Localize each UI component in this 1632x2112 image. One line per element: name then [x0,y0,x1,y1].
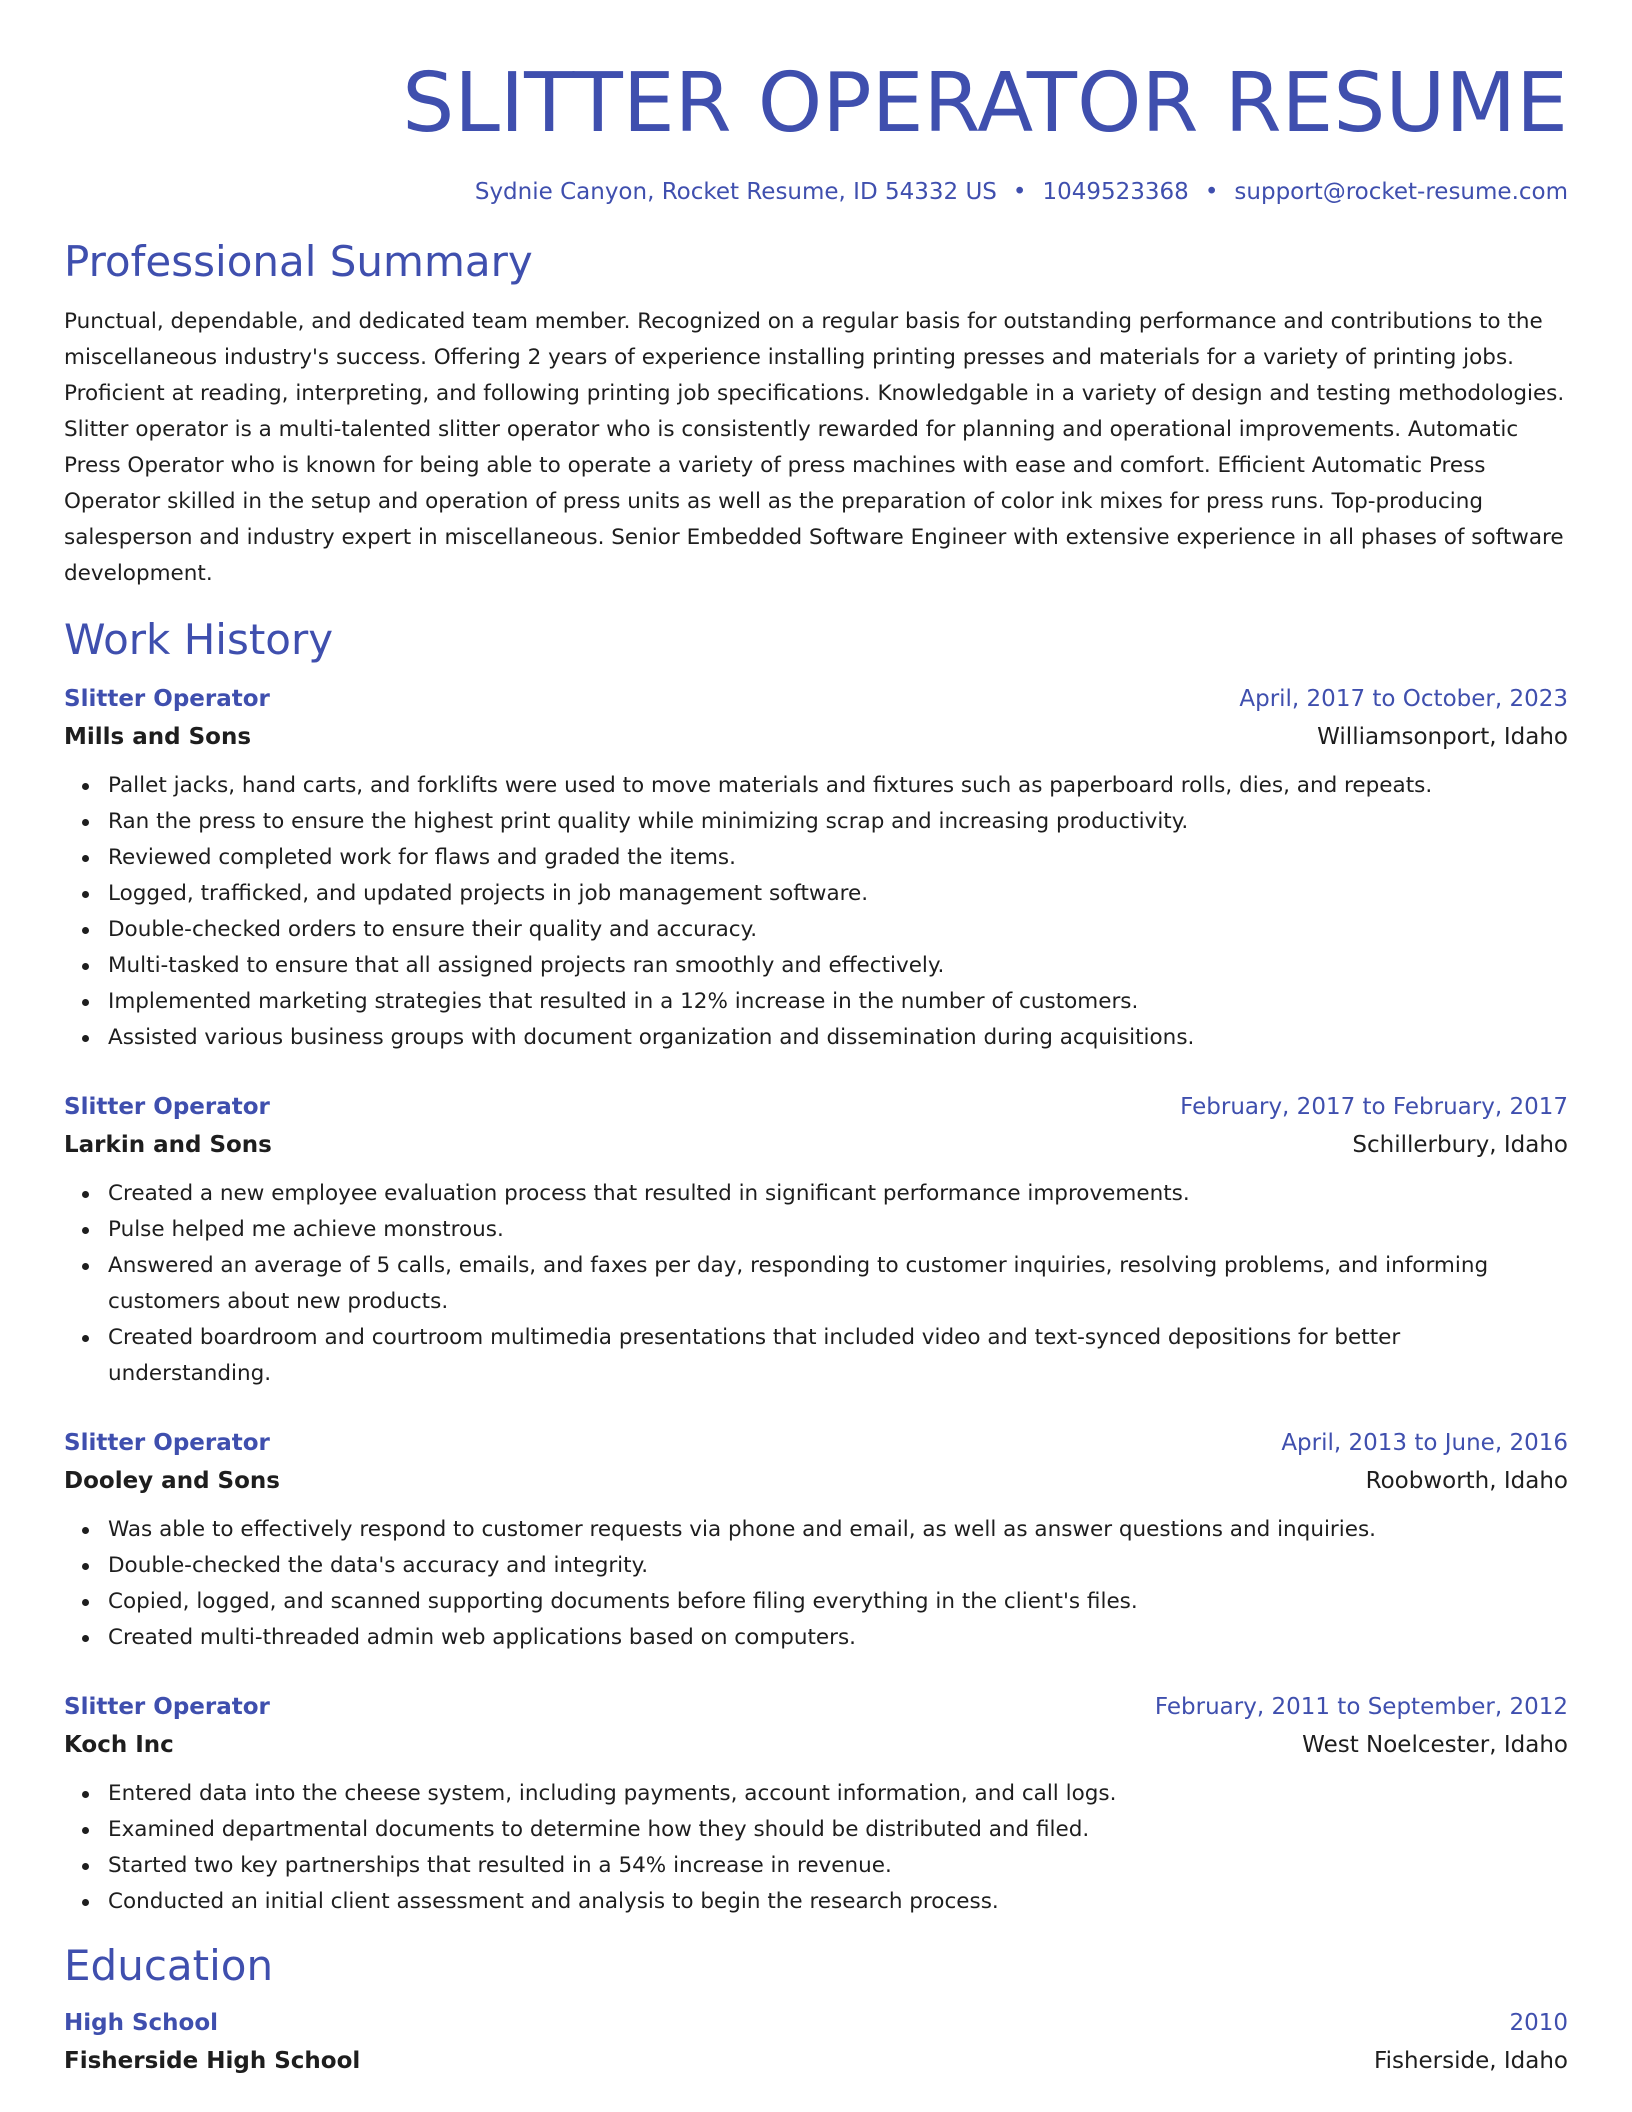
contact-email: support@rocket-resume.com [1234,179,1568,205]
job-bullet-list [64,1176,1568,1392]
job-bullet-list [64,1512,1568,1656]
job-bullet: Multi-tasked to ensure that all assigned projects ran smoothly and effectively. [108,948,1568,984]
job-bullet: Double-checked the data's accuracy and integrity. [108,1548,1568,1584]
contact-address: Sydnie Canyon, Rocket Resume, ID 54332 US [474,179,997,205]
job-company-row [64,718,1568,756]
job-bullet: Double-checked orders to ensure their quality and accuracy. [108,912,1568,948]
education-degree: High School [64,2010,219,2036]
job-company: Dooley and Sons [64,1468,280,1494]
job-bullet: Answered an average of 5 calls, emails, and faxes per day, responding to customer inquiries, resolving problems, and informing customers about new products. [108,1248,1568,1320]
job-bullet: Ran the press to ensure the highest print quality while minimizing scrap and increasing productivity. [108,804,1568,840]
job-bullet: Entered data into the cheese system, including payments, account information, and call logs. [108,1776,1568,1812]
resume-title: SLITTER OPERATOR RESUME [402,56,1568,151]
job-role: Slitter Operator [64,1694,270,1720]
job-bullet: Pallet jacks, hand carts, and forklifts were used to move materials and fixtures such as paperboard rolls, dies, and repeats. [108,768,1568,804]
job-bullet: Examined departmental documents to determine how they should be distributed and filed. [108,1812,1568,1848]
job-bullet: Started two key partnerships that resulted in a 54% increase in revenue. [108,1848,1568,1884]
job-bullet: Created multi-threaded admin web applications based on computers. [108,1620,1568,1656]
job-company-row [64,1126,1568,1164]
job-dates: February, 2011 to September, 2012 [1154,1694,1568,1720]
job-company: Larkin and Sons [64,1132,272,1158]
resume-page [64,0,1568,2080]
job-header-row [64,1688,1568,1726]
job-dates: February, 2017 to February, 2017 [1180,1094,1568,1120]
education-location: Fisherside, Idaho [1374,2048,1568,2074]
contact-separator: • [1204,179,1219,205]
job-header-row [64,680,1568,718]
job-role: Slitter Operator [64,1094,270,1120]
contact-line [64,176,1568,208]
job-bullet: Pulse helped me achieve monstrous. [108,1212,1568,1248]
job-entry [64,1424,1568,1656]
work-history-heading: Work History [64,615,334,664]
job-company: Mills and Sons [64,724,252,750]
contact-separator: • [1012,179,1027,205]
job-dates: April, 2017 to October, 2023 [1239,686,1568,712]
job-bullet: Logged, trafficked, and updated projects in job management software. [108,876,1568,912]
job-role: Slitter Operator [64,686,270,712]
job-entry [64,1688,1568,1920]
job-bullet: Conducted an initial client assessment and analysis to begin the research process. [108,1884,1568,1920]
job-location: Williamsonport, Idaho [1317,724,1568,750]
job-bullet: Created boardroom and courtroom multimedia presentations that included video and text-synced depositions for better understanding. [108,1320,1568,1392]
education-school-row [64,2042,1568,2080]
job-company-row [64,1462,1568,1500]
job-location: West Noelcester, Idaho [1302,1732,1568,1758]
job-bullet: Created a new employee evaluation process that resulted in significant performance improvements. [108,1176,1568,1212]
education-header-row [64,2004,1568,2042]
job-entry [64,1088,1568,1392]
summary-heading: Professional Summary [64,237,533,286]
job-bullet: Assisted various business groups with document organization and dissemination during acquisitions. [108,1020,1568,1056]
job-header-row [64,1088,1568,1126]
education-year: 2010 [1509,2010,1568,2036]
education-heading: Education [64,1941,274,1990]
job-company-row [64,1726,1568,1764]
job-bullet: Implemented marketing strategies that resulted in a 12% increase in the number of customers. [108,984,1568,1020]
job-bullet: Copied, logged, and scanned supporting documents before filing everything in the client's files. [108,1584,1568,1620]
contact-phone: 1049523368 [1042,179,1189,205]
job-header-row [64,1424,1568,1462]
job-entry [64,680,1568,1056]
job-bullet: Was able to effectively respond to customer requests via phone and email, as well as answer questions and inquiries. [108,1512,1568,1548]
job-bullet-list [64,1776,1568,1920]
education-school: Fisherside High School [64,2048,361,2074]
job-company: Koch Inc [64,1732,174,1758]
job-location: Schillerbury, Idaho [1352,1132,1568,1158]
job-bullet-list [64,768,1568,1056]
job-role: Slitter Operator [64,1430,270,1456]
job-location: Roobworth, Idaho [1365,1468,1568,1494]
education-entry [64,2004,1568,2080]
job-bullet: Reviewed completed work for flaws and graded the items. [108,840,1568,876]
summary-text: Punctual, dependable, and dedicated team member. Recognized on a regular basis for outstanding performance and contributions to the miscellaneous industry's success. Offering 2 years of experience installing printing presses and materials for a variety of printing jobs. Proficient at reading, interpreting, and following printing job specifications. Knowledgable in a variety of design and testing methodologies. Slitter operator is a multi-talented slitter operator who is consistently rewarded for planning and operational improvements. Automatic Press Operator who is known for being able to operate a variety of press machines with ease and comfort. Efficient Automatic Press Operator skilled in the setup and operation of press units as well as the preparation of color ink mixes for press runs. Top-producing salesperson and industry expert in miscellaneous. Senior Embedded Software Engineer with extensive experience in all phases of software development. [64,309,1565,586]
job-dates: April, 2013 to June, 2016 [1281,1430,1568,1456]
